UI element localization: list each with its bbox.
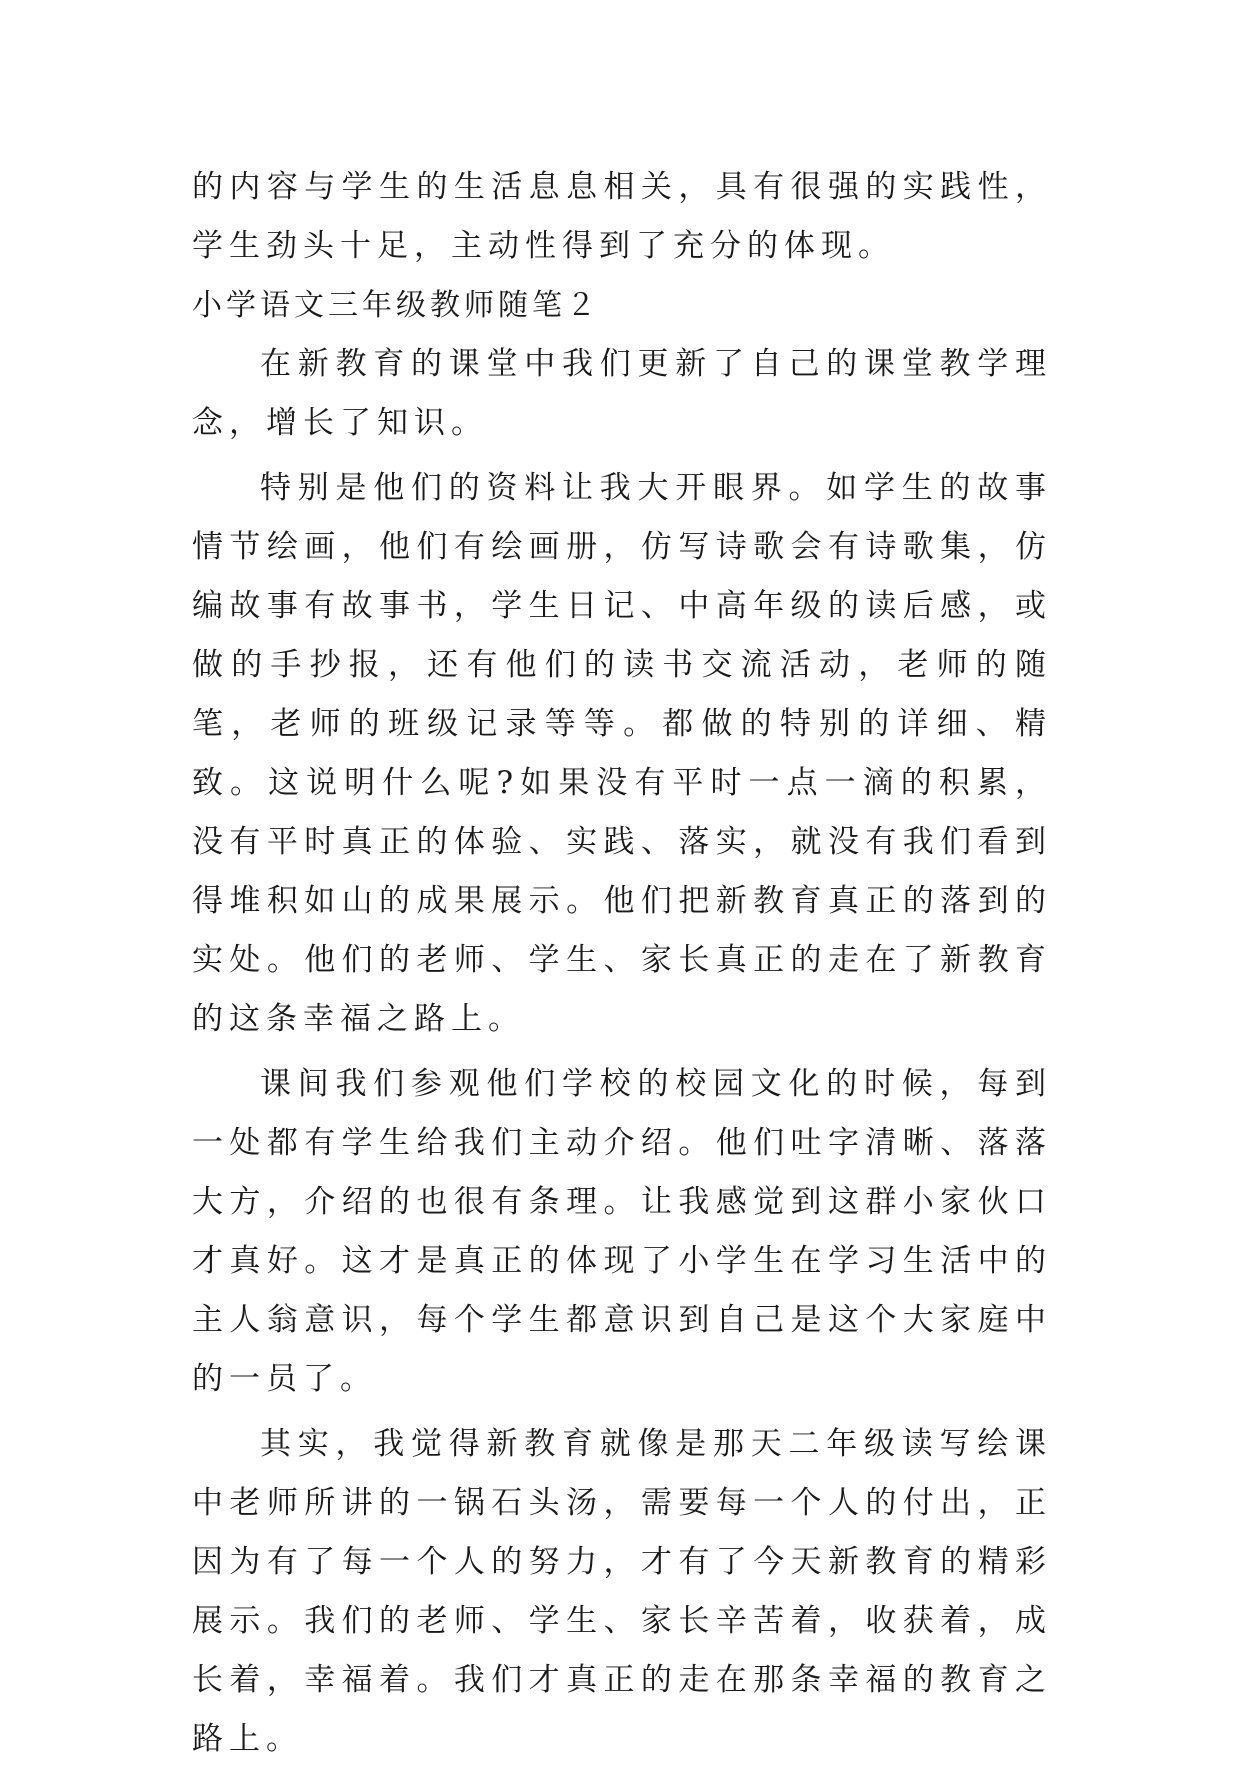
paragraph-3: 课间我们参观他们学校的校园文化的时候，每到一处都有学生给我们主动介绍。他们吐字清晰、落落大方，介绍的也很有条理。让我感觉到这群小家伙口才真好。这才是真正的体现了小学生在学习生活中的主人翁意识，每个学生都意识到自己是这个大家庭中的一员了。: [192, 1066, 1052, 1397]
paragraph-1: 在新教育的课堂中我们更新了自己的课堂教学理念，增长了知识。: [192, 346, 1052, 441]
document-body: [192, 158, 1052, 1769]
paragraph-4: 其实，我觉得新教育就像是那天二年级读写绘课中老师所讲的一锅石头汤，需要每一个人的付出，正因为有了每一个人的努力，才有了今天新教育的精彩展示。我们的老师、学生、家长辛苦着，收获着，成长着，幸福着。我们才真正的走在那条幸福的教育之路上。: [192, 1426, 1052, 1757]
section-title: 小学语文三年级教师随笔２: [192, 288, 600, 323]
continuation-paragraph: 的内容与学生的生活息息相关，具有很强的实践性，学生劲头十足，主动性得到了充分的体现。: [192, 169, 1052, 264]
paragraph-2: 特别是他们的资料让我大开眼界。如学生的故事情节绘画，他们有绘画册，仿写诗歌会有诗歌集，仿编故事有故事书，学生日记、中高年级的读后感，或做的手抄报，还有他们的读书交流活动，老师的随笔，老师的班级记录等等。都做的特别的详细、精致。这说明什么呢?如果没有平时一点一滴的积累，没有平时真正的体验、实践、落实，就没有我们看到得堆积如山的成果展示。他们把新教育真正的落到的实处。他们的老师、学生、家长真正的走在了新教育的这条幸福之路上。: [192, 470, 1052, 1037]
